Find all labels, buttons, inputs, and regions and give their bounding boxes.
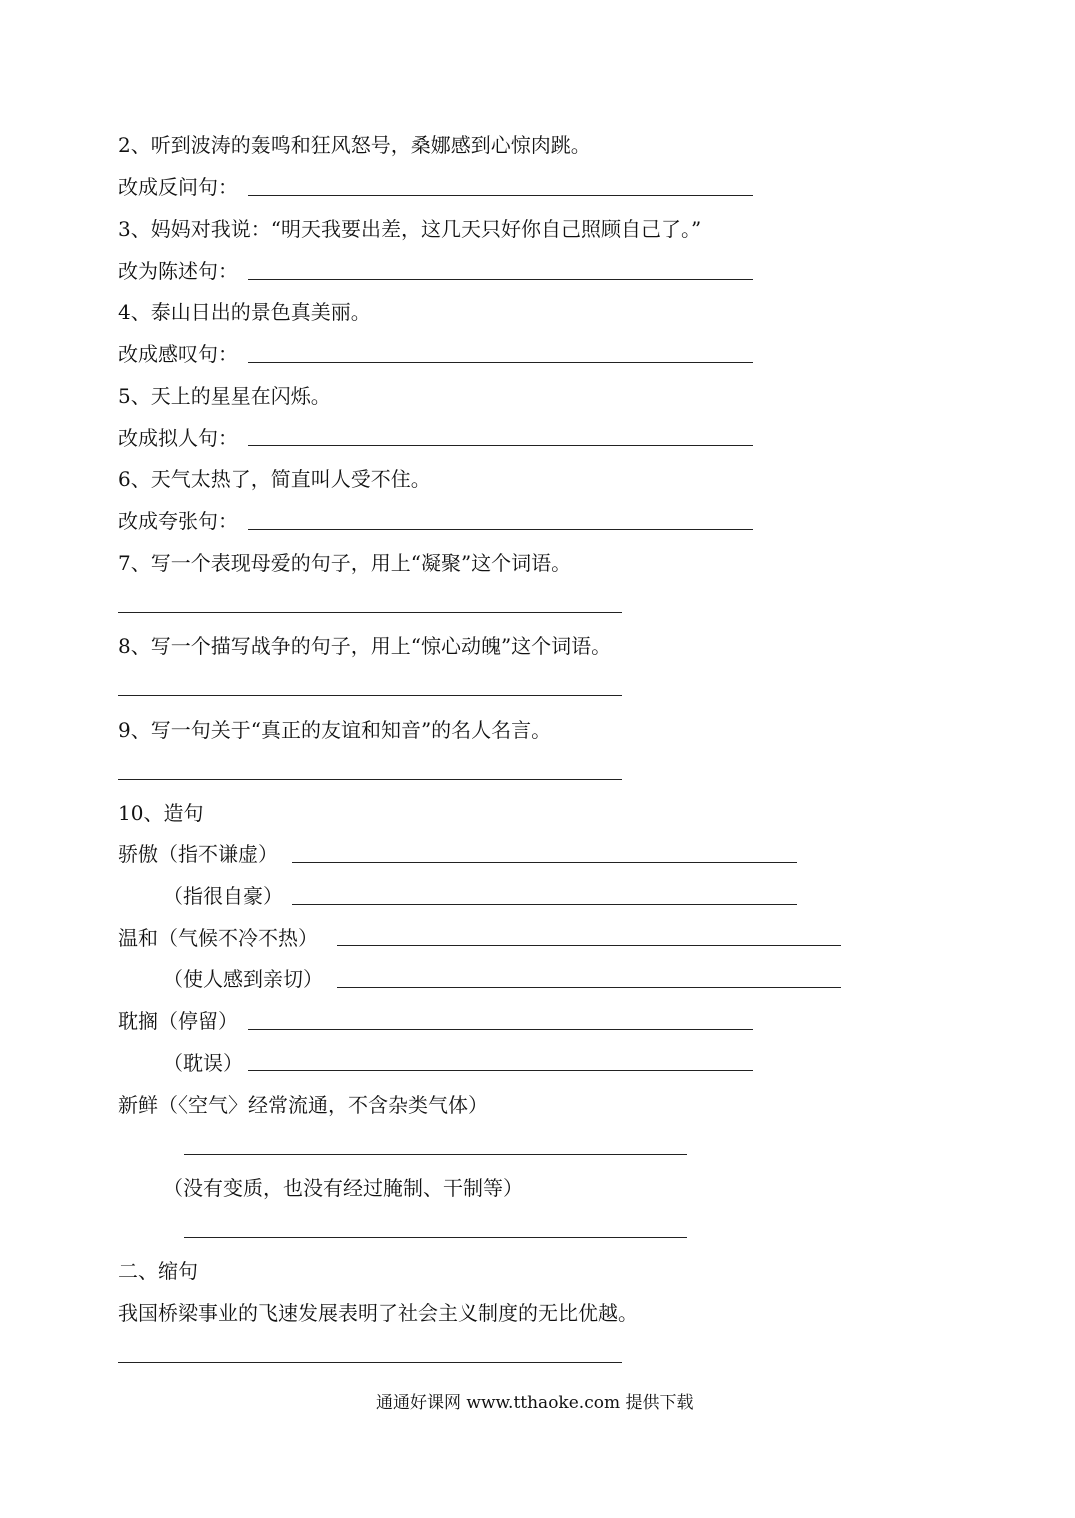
question-5: 5、天上的星星在闪烁。 [118, 384, 331, 408]
page-footer: 通通好课网 www.tthaoke.com 提供下载 [376, 1393, 694, 1413]
question-10-title: 10、造句 [118, 801, 204, 825]
question-3: 3、妈妈对我说：“明天我要出差，这几天只好你自己照顾自己了。” [118, 217, 702, 241]
answer-line-dange-2[interactable] [248, 1070, 753, 1071]
answer-line-xinxian-2[interactable] [184, 1237, 687, 1238]
answer-line-wenhe-1[interactable] [337, 945, 841, 946]
question-4: 4、泰山日出的景色真美丽。 [118, 300, 371, 324]
sentence-row-wenhe-1: 温和（气候不冷不热） [118, 926, 318, 950]
answer-line-9[interactable] [118, 779, 622, 780]
section-2-sentence: 我国桥梁事业的飞速发展表明了社会主义制度的无比优越。 [118, 1301, 638, 1325]
sentence-row-dange-1: 耽搁（停留） [118, 1009, 238, 1033]
answer-line-section-2[interactable] [118, 1362, 622, 1363]
prompt-4: 改成感叹句： [118, 342, 238, 366]
prompt-2: 改成反问句： [118, 175, 238, 199]
answer-line-4[interactable] [248, 362, 753, 363]
answer-line-2[interactable] [248, 195, 753, 196]
sentence-row-wenhe-2: （使人感到亲切） [163, 967, 323, 991]
answer-line-jiaoao-1[interactable] [292, 862, 797, 863]
answer-line-8[interactable] [118, 695, 622, 696]
question-6: 6、天气太热了，简直叫人受不住。 [118, 467, 431, 491]
sentence-row-xinxian-1: 新鲜（〈空气〉经常流通，不含杂类气体） [118, 1093, 488, 1117]
answer-line-xinxian-1[interactable] [184, 1154, 687, 1155]
prompt-5: 改成拟人句： [118, 426, 238, 450]
answer-line-wenhe-2[interactable] [337, 987, 841, 988]
sentence-row-dange-2: （耽误） [163, 1051, 243, 1075]
prompt-3: 改为陈述句： [118, 259, 238, 283]
sentence-row-xinxian-2: （没有变质，也没有经过腌制、干制等） [163, 1176, 523, 1200]
answer-line-3[interactable] [248, 279, 753, 280]
question-8: 8、写一个描写战争的句子，用上“惊心动魄”这个词语。 [118, 634, 612, 658]
prompt-6: 改成夸张句： [118, 509, 238, 533]
sentence-row-jiaoao-2: （指很自豪） [163, 884, 283, 908]
question-7: 7、写一个表现母爱的句子，用上“凝聚”这个词语。 [118, 551, 572, 575]
answer-line-5[interactable] [248, 445, 753, 446]
question-9: 9、写一句关于“真正的友谊和知音”的名人名言。 [118, 718, 552, 742]
question-2: 2、听到波涛的轰鸣和狂风怒号，桑娜感到心惊肉跳。 [118, 133, 591, 157]
section-2-title: 二、缩句 [118, 1259, 198, 1283]
answer-line-7[interactable] [118, 612, 622, 613]
answer-line-6[interactable] [248, 529, 753, 530]
answer-line-jiaoao-2[interactable] [292, 904, 797, 905]
sentence-row-jiaoao-1: 骄傲（指不谦虚） [118, 842, 278, 866]
answer-line-dange-1[interactable] [248, 1029, 753, 1030]
